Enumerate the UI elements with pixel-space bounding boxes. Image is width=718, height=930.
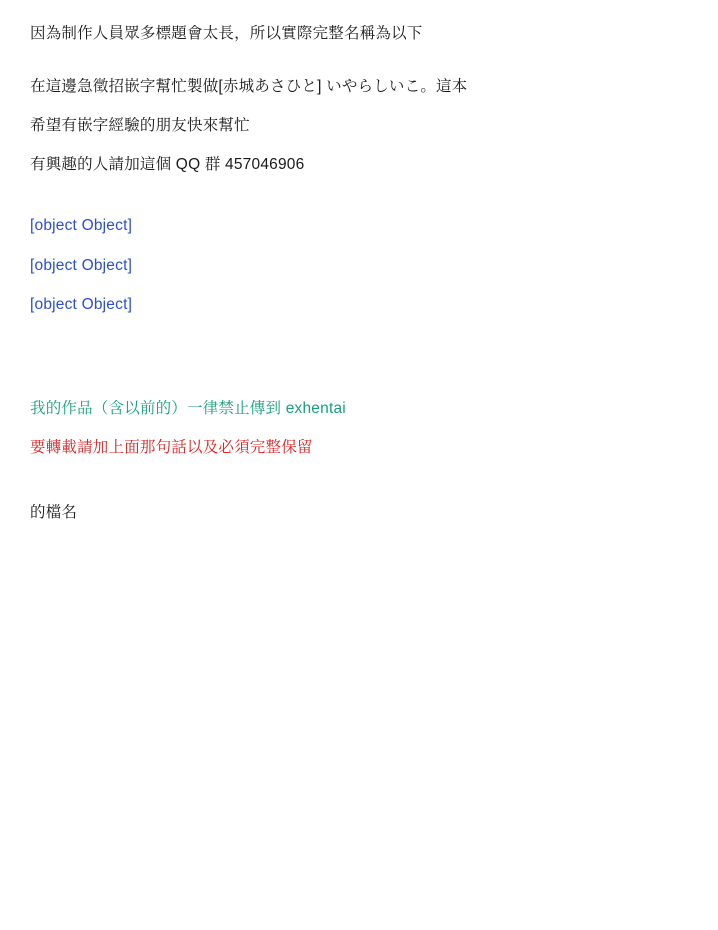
spacer: [30, 532, 688, 546]
rules-block: [30, 389, 688, 467]
spacer: [30, 53, 688, 67]
rule-line-1: 我的作品（含以前的）一律禁止傳到 exhentai: [30, 400, 346, 417]
recruit-line-3-qq: [object Object]: [30, 296, 133, 313]
full-title-top-line-3: 有興趣的人請加這個 QQ 群 457046906: [30, 156, 305, 173]
full-title-top-block: [30, 67, 688, 184]
full-title-bottom-line-1: 的檔名: [30, 504, 78, 521]
full-title-top-line-1: 在這邊急徵招嵌字幫忙製做[赤城あさひと] いやらしいこ。這本: [30, 78, 468, 95]
full-title-bottom-block: [30, 493, 688, 532]
recruit-line-4: [30, 324, 688, 363]
spacer: [30, 184, 688, 206]
title-note-block: [30, 14, 688, 53]
recruit-line-2: [object Object]: [30, 257, 133, 274]
spacer: [30, 363, 688, 389]
rule-line-2: 要轉載請加上面那句話以及必須完整保留: [30, 439, 313, 456]
title-note-line: 因為制作人員眾多標題會太長，所以實際完整名稱為以下: [30, 25, 423, 42]
spacer: [30, 467, 688, 493]
full-title-top-line-2: 希望有嵌字經驗的朋友快來幫忙: [30, 117, 250, 134]
recruit-block: [30, 206, 688, 363]
recruit-line-1: [30, 206, 688, 246]
recruit-line-1-text: [object Object]: [30, 217, 133, 234]
